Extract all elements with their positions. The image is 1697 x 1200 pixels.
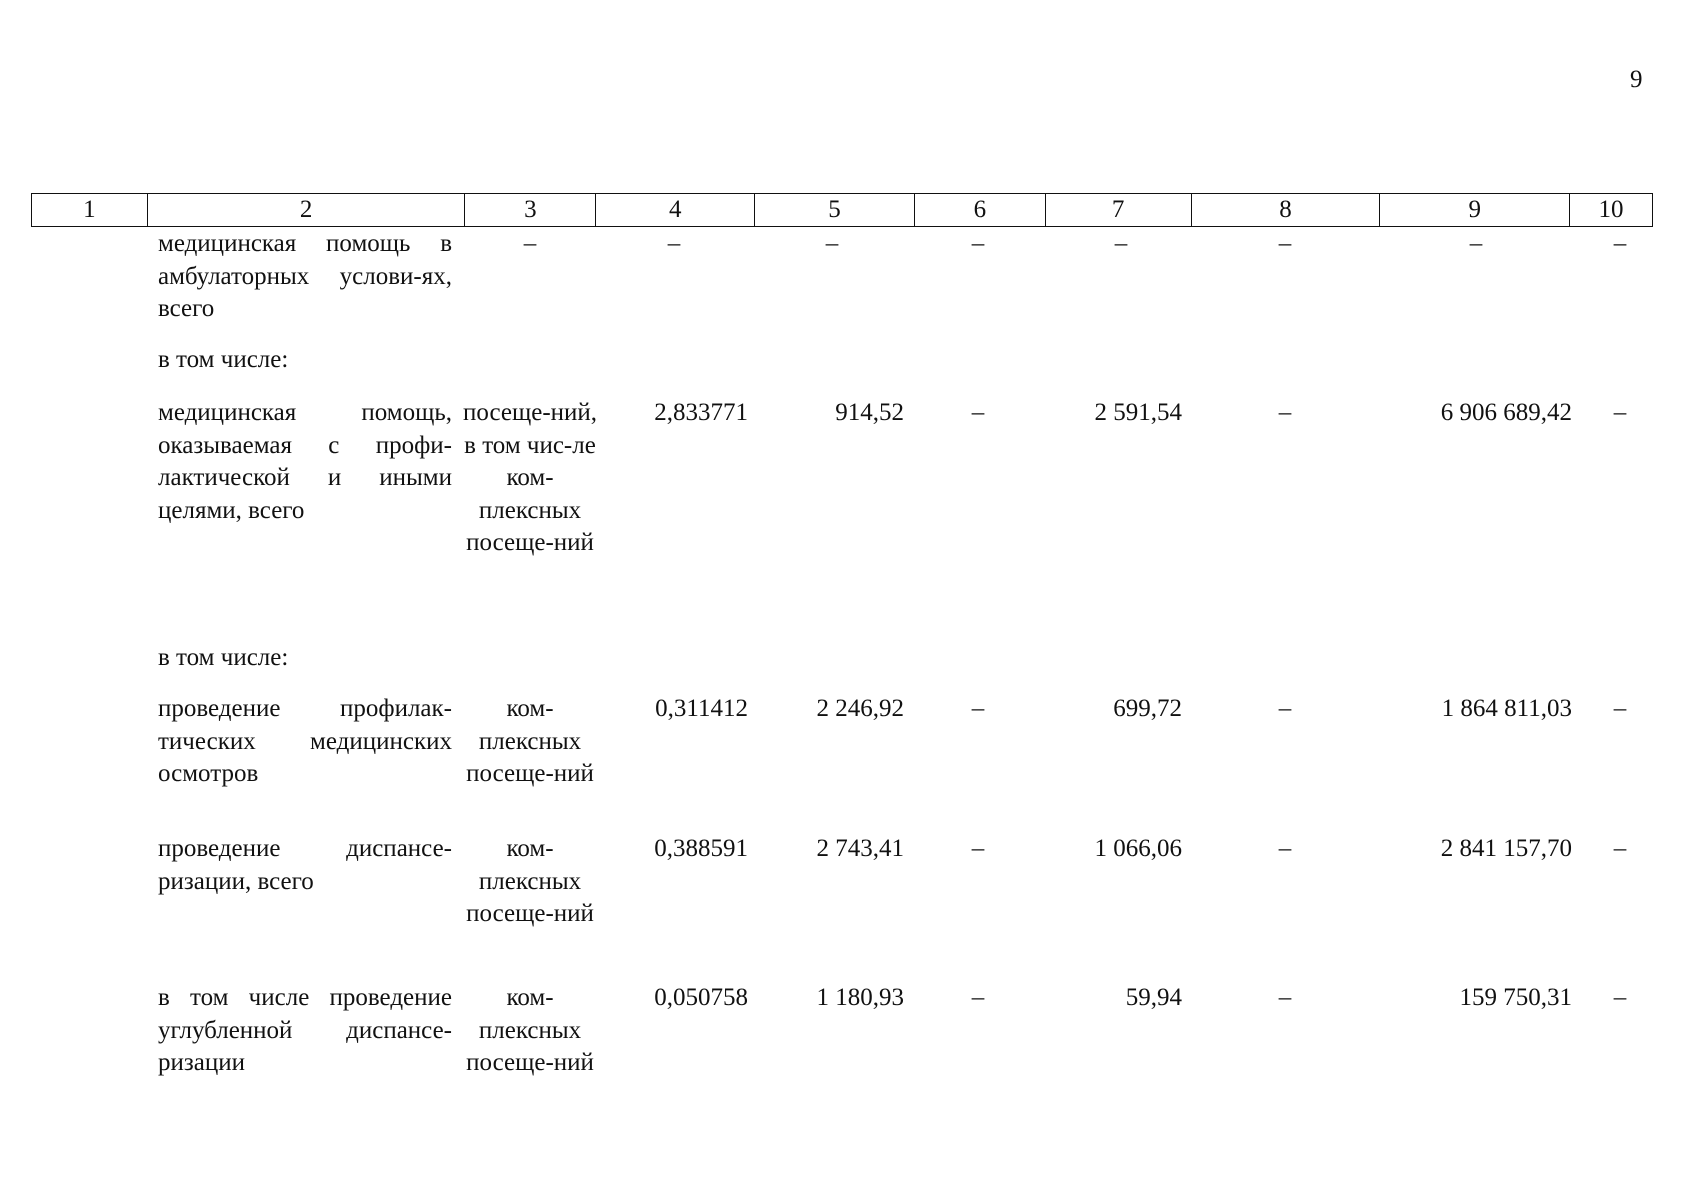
row-value-col-6: – xyxy=(971,695,985,722)
subheading: в том числе: xyxy=(158,346,289,373)
subheading: в том числе: xyxy=(158,644,289,671)
row-value-col-10: – xyxy=(1613,835,1627,862)
row-value-col-6: – xyxy=(971,835,985,862)
row-value-col-7: 2 591,54 xyxy=(1094,399,1182,426)
row-value-col-4: – xyxy=(667,230,681,257)
row-value-col-7: 699,72 xyxy=(1113,695,1182,722)
row-value-col-5: 2 246,92 xyxy=(816,695,904,722)
row-unit: ком-плексных посеще-ний xyxy=(466,984,594,1076)
row-description: в том числе проведение углубленной диспансе-ризации xyxy=(158,984,452,1076)
row-value-col-8: – xyxy=(1278,835,1292,862)
row-value-col-7: – xyxy=(1114,230,1128,257)
row-value-col-6: – xyxy=(971,230,985,257)
row-value-col-5: 914,52 xyxy=(835,399,904,426)
header-col-8: 8 xyxy=(1192,194,1381,226)
row-value-col-5: – xyxy=(825,230,839,257)
row-value-col-9: 159 750,31 xyxy=(1459,984,1572,1011)
row-value-col-6: – xyxy=(971,399,985,426)
row-value-col-7: 1 066,06 xyxy=(1094,835,1182,862)
row-value-col-9: 1 864 811,03 xyxy=(1441,695,1572,722)
header-col-7: 7 xyxy=(1046,194,1192,226)
row-value-col-4: 0,388591 xyxy=(654,835,748,862)
row-value-col-10: – xyxy=(1613,399,1627,426)
row-unit: – xyxy=(523,230,537,257)
header-col-9: 9 xyxy=(1380,194,1570,226)
row-value-col-10: – xyxy=(1613,230,1627,257)
header-col-3: 3 xyxy=(465,194,596,226)
row-description: проведение диспансе-ризации, всего xyxy=(158,835,452,895)
header-col-4: 4 xyxy=(596,194,755,226)
row-description: медицинская помощь, оказываемая с профи-лактической и иными целями, всего xyxy=(158,399,452,524)
row-description: медицинская помощь в амбулаторных услови-ях, всего xyxy=(158,230,452,322)
header-col-10: 10 xyxy=(1598,196,1624,223)
row-unit: ком-плексных посеще-ний xyxy=(466,695,594,787)
row-value-col-8: – xyxy=(1278,230,1292,257)
header-col-6: 6 xyxy=(915,194,1046,226)
row-value-col-6: – xyxy=(971,984,985,1011)
row-value-col-9: 2 841 157,70 xyxy=(1440,835,1572,862)
row-unit: ком-плексных посеще-ний xyxy=(466,835,594,927)
header-col-1: 1 xyxy=(32,194,148,226)
row-value-col-4: 0,311412 xyxy=(655,695,748,722)
row-value-col-7: 59,94 xyxy=(1125,984,1182,1011)
table-header-row xyxy=(31,193,1653,227)
row-value-col-8: – xyxy=(1278,399,1292,426)
row-value-col-10: – xyxy=(1613,695,1627,722)
header-col-5: 5 xyxy=(755,194,915,226)
row-value-col-9: – xyxy=(1469,230,1483,257)
row-value-col-4: 2,833771 xyxy=(654,399,748,426)
row-unit: посеще-ний, в том чис-ле ком-плексных посеще-ний xyxy=(462,399,598,556)
row-value-col-9: 6 906 689,42 xyxy=(1440,399,1572,426)
page-number: 9 xyxy=(1630,66,1643,93)
row-description: проведение профилак-тических медицинских осмотров xyxy=(158,695,452,787)
row-value-col-8: – xyxy=(1278,984,1292,1011)
row-value-col-4: 0,050758 xyxy=(654,984,748,1011)
row-value-col-5: 2 743,41 xyxy=(816,835,904,862)
row-value-col-8: – xyxy=(1278,695,1292,722)
row-value-col-5: 1 180,93 xyxy=(816,984,904,1011)
header-col-2: 2 xyxy=(148,194,466,226)
row-value-col-10: – xyxy=(1613,984,1627,1011)
